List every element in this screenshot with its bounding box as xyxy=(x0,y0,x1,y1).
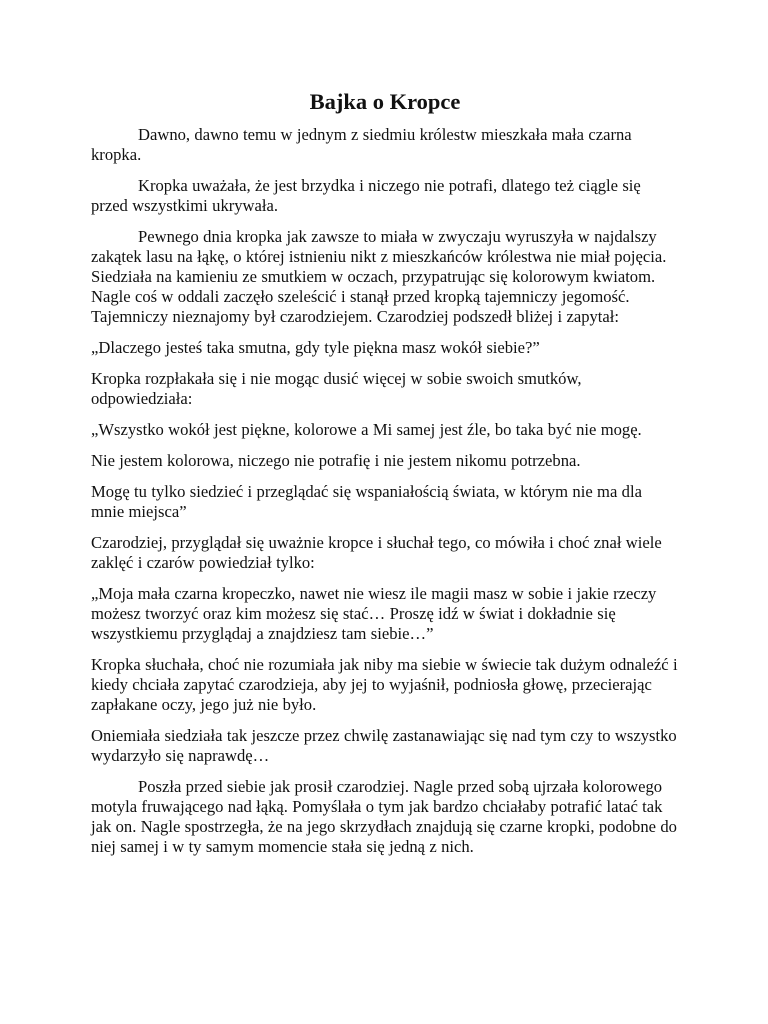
paragraph: Pewnego dnia kropka jak zawsze to miała w zwyczaju wyruszyła w najdalszy zakątek lasu na łąkę, o której istnieniu nikt z mieszkańców królestwa nie miał pojęcia. Siedziała na kamieniu ze smutkiem w oczach, przypatrując się kolorowym kwiatom. Nagle coś w oddali zaczęło szeleścić i stanął przed kropką tajemniczy jegomość. Tajemniczy nieznajomy był czarodziejem. Czarodziej podszedł bliżej i zapytał: xyxy=(91,227,667,326)
document-body xyxy=(91,88,679,868)
paragraph: Kropka słuchała, choć nie rozumiała jak niby ma siebie w świecie tak dużym odnaleźć i kiedy chciała zapytać czarodzieja, aby jej to wyjaśnił, podniosła głowę, przecierając zapłakane oczy, jego już nie było. xyxy=(91,655,678,714)
dialogue-paragraph: „Moja mała czarna kropeczko, nawet nie wiesz ile magii masz w sobie i jakie rzeczy możesz tworzyć oraz kim możesz się stać… Proszę idź w świat i dokładnie się wszystkiemu przyglądaj a znajdziesz tam siebie…” xyxy=(91,584,657,643)
paragraph: Kropka rozpłakała się i nie mogąc dusić więcej w sobie swoich smutków, odpowiedziała: xyxy=(91,369,582,408)
paragraph: Dawno, dawno temu w jednym z siedmiu królestw mieszkała mała czarna kropka. xyxy=(91,125,632,164)
paragraph: Poszła przed siebie jak prosił czarodziej. Nagle przed sobą ujrzała kolorowego motyla fruwającego nad łąką. Pomyślała o tym jak bardzo chciałaby potrafić latać tak jak on. Nagle spostrzegła, że na jego skrzydłach znajdują się czarne kropki, podobne do niej samej i w ty samym momencie stała się jedną z nich. xyxy=(91,777,677,856)
paragraph: Oniemiała siedziała tak jeszcze przez chwilę zastanawiając się nad tym czy to wszystko wydarzyło się naprawdę… xyxy=(91,726,677,765)
paragraph: Kropka uważała, że jest brzydka i niczego nie potrafi, dlatego też ciągle się przed wszystkimi ukrywała. xyxy=(91,176,641,215)
dialogue-paragraph: „Dlaczego jesteś taka smutna, gdy tyle piękna masz wokół siebie?” xyxy=(91,338,540,357)
dialogue-paragraph: Mogę tu tylko siedzieć i przeglądać się wspaniałością świata, w którym nie ma dla mnie miejsca” xyxy=(91,482,642,521)
paragraph: Czarodziej, przyglądał się uważnie kropce i słuchał tego, co mówiła i choć znał wiele zaklęć i czarów powiedział tylko: xyxy=(91,533,662,572)
document-title: Bajka o Kropce xyxy=(309,89,461,114)
dialogue-paragraph: „Wszystko wokół jest piękne, kolorowe a Mi samej jest źle, bo taka być nie mogę. xyxy=(91,420,642,439)
dialogue-paragraph: Nie jestem kolorowa, niczego nie potrafię i nie jestem nikomu potrzebna. xyxy=(91,451,581,470)
